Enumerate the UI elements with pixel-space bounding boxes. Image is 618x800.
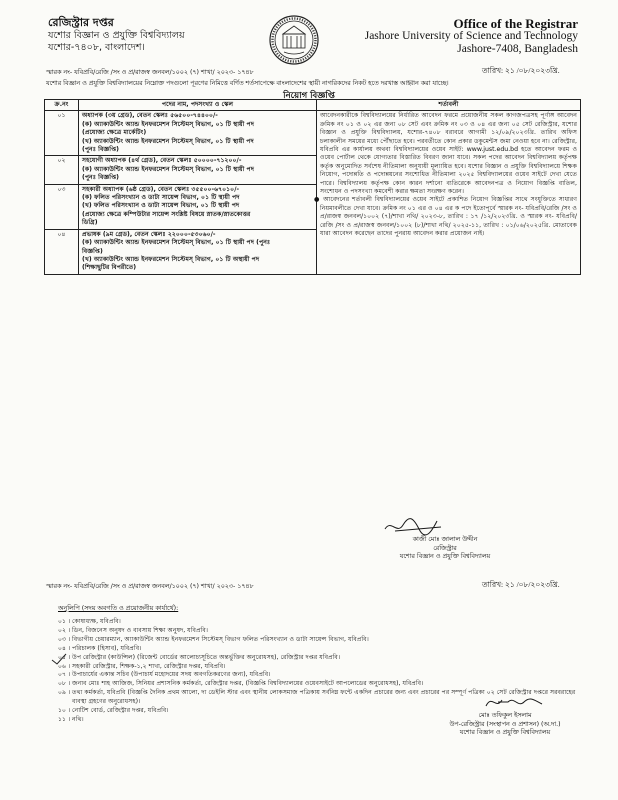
terms-paragraph: আবেদনকারীকে বিশ্ববিদ্যালয়ের নির্ধারিত আবেদন ফরমে প্রয়োজনীয় সকল কাগজপত্রসহ পূর্ণাঙ্গ আবেদন ক্রমিক নং ০১ ও ০২ এর জন্য ০৮ সেট এবং ক্রমিক নং ০৩ ও ০৪ এর জন্য ০৫ সেট রেজিস্ট্রার, যশোর বিজ্ঞান ও প্রযুক্তি বিশ্ববিদ্যালয়, যশোর-৭৪০৮ বরাবরে আগামী ১২/০৯/২০২৩খ্রি. তারিখ অফিস চলাকালীন সময়ের মধ্যে পৌঁছাতে হবে। পরবর্তীতে কোন প্রকার ডকুমেন্টস জমা নেওয়া হবে না। রেজিস্ট্রার, যবিপ্রবি এর কার্যালয় অথবা বিশ্ববিদ্যালয়ের ওয়েব সাইট: www.just.edu.bd হতে আবেদন ফরম ও ওয়েব পোর্টাল থেকে যোগ্যতার বিস্তারিত বিবরণ জানা যাবে। সকল পদের আবেদন বিশ্ববিদ্যালয় কর্তৃপক্ষ কর্তৃক অনুমোদিত সর্বশেষ নীতিমালা অনুযায়ী মূল্যায়িত হবে। যশোর বিজ্ঞান ও প্রযুক্তি বিশ্ববিদ্যালয়ে শিক্ষক নিয়োগ, পদোন্নতি ও পদোন্নয়নের সংশোধিত নীতিমালা ২০২৫ বিশ্ববিদ্যালয়ের ওয়েব সাইটে দেখা যেতে পারে। বিশ্ববিদ্যালয় কর্তৃপক্ষ কোন কারন দর্শানো ব্যতিরেকে আবেদনপত্র ও নিয়োগ বিজ্ঞপ্তি বাতিল, সংশোধন ও পদসংখ্যা কমবেশী করার ক্ষমতা সংরক্ষণ করেন।	[320, 112, 577, 196]
table-header-row	[45, 100, 581, 111]
col-header-sl: ক্র.নং	[45, 100, 79, 111]
terms-bullet-text: আবেদনের শর্তাবলী বিশ্ববিদ্যালয়ের ওয়েব সাইটে প্রকাশিত নিয়োগ বিজ্ঞপ্তির সাথে সংযুক্তিতে সাধারণ নিয়মাবলীতে দেখা যাবে। ক্রমিক নং ০১ এর ও ০৪ এর ক পদে ইতোপূর্বে স্মারক নং- যবিপ্রবি/রেজি /সং ও প্র/রাজস্ব জনবল/১০০২ (৭)/শাখা নথি/ ২০২৩-৮, তারিখ : ১৭ /১২/২০২৩খ্রি. ও স্মারক নং- যবিপ্রবি/রেজি /সং ও প্র/রাজস্ব জনবল/১০০২ (৮)/শাখা নথি/ ২০২৫-১১, তারিখ : ০১/০৬/২০২৫খ্রি. মোতাবেক যারা আবেদন করেছেন তাদের পুনরায় আবেদন করার প্রয়োজন নাই।	[320, 196, 577, 238]
cc-text: কোষাধ্যক্ষ, যবিপ্রবি।	[72, 618, 121, 625]
university-name-en: Jashore University of Science and Technology	[364, 30, 578, 42]
post-line: (শিক্ষাছুটির বিপরীতে)	[82, 264, 137, 272]
post-line: (পুনঃ বিজ্ঞপ্তি)	[82, 174, 119, 182]
cc-text: পরিচালক (হিসাব), যবিপ্রবি।	[72, 644, 142, 652]
university-logo	[268, 14, 320, 66]
cc-text: ডিন, বিজনেস অনুষদ ও ব্যবসায় শিক্ষা অনুষদ, যবিপ্রবি।	[72, 626, 208, 634]
post-cell	[79, 184, 317, 229]
list-item	[58, 680, 578, 689]
post-line: সহযোগী অধ্যাপক (৪র্থ গ্রেড), বেতন স্কেলঃ ৫০০০০-৭১২০০/-	[82, 157, 242, 165]
cc-num: ০৯ ।	[58, 689, 71, 697]
list-item	[58, 636, 578, 645]
memo-reference: স্মারক নং- যবিপ্রবি/রেজি /সং ও প্র/রাজস্ব জনবল/১০০২ (৭) শাখা/ ২০২৩- ১৭৪৮	[46, 69, 254, 76]
posts-table	[44, 99, 581, 275]
signatory-org: যশোর বিজ্ঞান ও প্রযুক্তি বিশ্ববিদ্যালয়	[459, 729, 551, 737]
post-line: অধ্যাপক (৩য় গ্রেড), বেতন স্কেলঃ ৫৬৫০০-৭৪৪০০/-	[82, 112, 218, 120]
post-line: (খ) অ্যাকাউন্টিং অ্যান্ড ইনফরমেশন সিস্টেমস্ বিভাগ, ০১ টি স্থায়ী পদ	[82, 137, 254, 145]
cc-text: নথি।	[72, 715, 84, 723]
post-line: (প্রযোজ্য ক্ষেত্রে কম্পিউটার সায়েন্স সংশ্লিষ্ট বিষয়ে স্নাতক/স্নাতকোত্তর	[82, 210, 251, 218]
cc-num: ০২ ।	[58, 626, 71, 634]
cc-num: ০৪ ।	[58, 644, 71, 652]
post-cell	[79, 156, 317, 184]
cc-num: ০৩ ।	[58, 635, 71, 643]
post-sl: ০৩	[45, 184, 79, 229]
col-header-post: পদের নাম, পদসংখ্যা ও স্কেল	[79, 100, 317, 111]
post-line: (ক) ফলিত পরিসংখ্যান ও ডাটা সায়েন্স বিভাগ, ০১ টি স্থায়ী পদ	[82, 194, 240, 202]
post-sl: ০২	[45, 156, 79, 184]
post-cell	[79, 111, 317, 156]
office-name-en: Office of the Registrar	[453, 16, 578, 31]
notice-title: নিয়োগ বিজ্ঞপ্তি	[283, 91, 335, 101]
cc-num: ০৭ ।	[58, 671, 71, 679]
cc-text: তথ্য কর্মকর্তা, যবিপ্রবি (বিজ্ঞপ্তি দৈনিক প্রথম আলো, দ্য ডেইলি স্টার এবং স্থানীয় লোকসমাজ পত্রিকায় সর্বনিম্ন ফন্টে একদিন প্রচারের জন্য এবং প্রচারের পর সম্পূর্ণ পত্রিকা ০২ সেট রেজিস্ট্রার দপ্তরে সরবরাহের ব্যবস্থা গ্রহণের অনুরোধসহ)।	[72, 689, 576, 706]
post-line: (খ) অ্যাকাউন্টিং অ্যান্ড ইনফরমেশন সিস্টেমস্ বিভাগ, ০১ টি অস্থায়ী পদ	[82, 255, 260, 263]
terms-bullet	[314, 196, 577, 238]
cc-text: উপ রেজিস্ট্রার (কাউন্সিল) (রিজেন্ট বোর্ডের আলোচ্যসূচিতে অন্তর্ভুক্তির অনুরোধসহ), রেজিস্ট্রার দপ্তর যবিপ্রবি।	[72, 653, 341, 661]
cc-text: নোটিশ বোর্ড, রেজিস্ট্রার দপ্তর, যবিপ্রবি।	[72, 707, 169, 715]
post-line: প্রভাষক (৯ম গ্রেড), বেতন স্কেলঃ ২২০০০-৫৩০৬০/-	[82, 230, 216, 238]
post-sl: ০১	[45, 111, 79, 156]
post-sl: ০৪	[45, 229, 79, 274]
memo-reference-2: স্মারক নং- যবিপ্রবি/রেজি /সং ও প্র/রাজস্ব জনবল/১০০২ (৭) শাখা/ ২০২৩- ১৭৪৮	[46, 583, 254, 590]
address-bn: যশোর-৭৪০৮, বাংলাদেশ।	[48, 42, 145, 53]
post-line: বিজ্ঞপ্তি)	[82, 247, 103, 255]
header-bangla	[48, 17, 185, 55]
post-line: (খ) ফলিত পরিসংখ্যান ও ডাটা সায়েন্স বিভাগ, ০১ টি স্থায়ী পদ	[82, 202, 240, 210]
memo-date-2: তারিখ: ২১ /০৮/২০২৩খ্রি.	[482, 580, 560, 589]
cc-heading: অনুলিপি (সদয় অবগতি ও প্রয়োজনীয় কার্যার্থে):	[58, 605, 179, 612]
list-item	[58, 654, 578, 663]
cc-text: বিভাগীয় চেয়ারম্যান, অ্যাকাউন্টিং অ্যান্ড ইনফরমেশন সিস্টেমস্ বিভাগ ফলিত পরিসংখ্যান ও ডাটা সায়েন্স বিভাগ, যবিপ্রবি।	[72, 635, 369, 643]
table-row	[45, 111, 581, 156]
list-item	[58, 618, 578, 627]
signatory-org: যশোর বিজ্ঞান ও প্রযুক্তি বিশ্ববিদ্যালয়	[399, 553, 491, 561]
bullet-icon: ●	[314, 196, 324, 204]
post-line: (ক) অ্যাকাউন্টিং অ্যান্ড ইনফরমেশন সিস্টেমস্ বিভাগ, ০১ টি স্থায়ী পদ (পুনঃ	[82, 239, 271, 247]
registrar-signature	[345, 515, 465, 537]
university-name-bn: যশোর বিজ্ঞান ও প্রযুক্তি বিশ্ববিদ্যালয়	[48, 29, 185, 41]
cc-num: ০৫ ।	[58, 653, 71, 661]
cc-num: ০৮ ।	[58, 680, 71, 688]
signatory-name: মোঃ তফিকুল ইসলাম	[478, 712, 532, 719]
post-line: সহকারী অধ্যাপক (৬ষ্ঠ গ্রেড), বেতন স্কেলঃ ৩৫৫০০-৬৭০১০/-	[82, 185, 240, 193]
intro-text: যশোর বিজ্ঞান ও প্রযুক্তি বিশ্ববিদ্যালয়ের নিম্নোক্ত পদগুলো পূরণের নিমিত্তে বর্ণিত শর্তসাপেক্ষে বাংলাদেশের স্থায়ী নাগরিকদের নিকট হতে দরখাস্ত আহ্বান করা যাচ্ছে।	[46, 80, 449, 87]
cc-num: ১১ ।	[58, 715, 71, 723]
signatory-title: রেজিস্ট্রার	[433, 544, 457, 552]
address-en: Jashore-7408, Bangladesh	[457, 43, 578, 55]
list-item	[58, 627, 578, 636]
post-line: (ক) অ্যাকাউন্টিং অ্যান্ড ইনফরমেশন সিস্টেমস্ বিভাগ, ০১ টি স্থায়ী পদ	[82, 120, 255, 128]
list-item	[58, 645, 578, 654]
signatory-block-2	[410, 712, 600, 738]
cc-text: উপাচার্যের একান্ত সচিব (উপাচার্য মহোদয়ের সদয় অবগতিকরণের জন্য), যবিপ্রবি।	[72, 671, 271, 679]
cc-num: ০৬ ।	[58, 662, 71, 670]
list-item	[58, 671, 578, 680]
terms-cell	[314, 111, 581, 274]
post-cell	[79, 229, 317, 274]
cc-text: সহকারী রেজিস্ট্রার, শিক্ষক-১,২ শাখা, রেজিস্ট্রার দপ্তর, যবিপ্রবি।	[72, 662, 226, 670]
cc-num: ০১ ।	[58, 618, 71, 625]
deputy-registrar-signature	[478, 692, 548, 712]
signatory-name: কাজী মোঃ জালাল উদ্দীন	[412, 536, 478, 543]
memo-date: তারিখ: ২১ /০৮/২০২৩খ্রি.	[482, 66, 560, 75]
header-english	[365, 17, 578, 56]
office-name-bn: রেজিস্ট্রার দপ্তর	[48, 16, 114, 29]
cc-text: জনাব মোঃ শাহ আজিজ, সিনিয়র প্রশাসনিক কর্মকর্তা, রেজিস্ট্রার দপ্তর, (বিজ্ঞপ্তি বিশ্ববিদ্যালয়ের ওয়েবসাইটে আপলোডের অনুরোধসহ), যবিপ্রবি।	[72, 680, 424, 688]
cc-num: ১০ ।	[58, 707, 71, 715]
post-line: (ক) অ্যাকাউন্টিং অ্যান্ড ইনফরমেশন সিস্টেমস্ বিভাগ, ০১ টি স্থায়ী পদ	[82, 165, 255, 173]
signatory-title: উপ-রেজিস্ট্রার (সংস্থাপন ও প্রশাসন) (অ.দা.)	[449, 720, 561, 728]
post-line: (পুনঃ বিজ্ঞপ্তি)	[82, 146, 119, 154]
col-header-terms: শর্তাবলী	[317, 100, 581, 111]
signatory-block-1	[380, 536, 510, 562]
post-line: ডিগ্রি)	[82, 219, 98, 227]
post-line: (প্রযোজ্য ক্ষেত্রে মার্কেটিং)	[82, 129, 147, 137]
